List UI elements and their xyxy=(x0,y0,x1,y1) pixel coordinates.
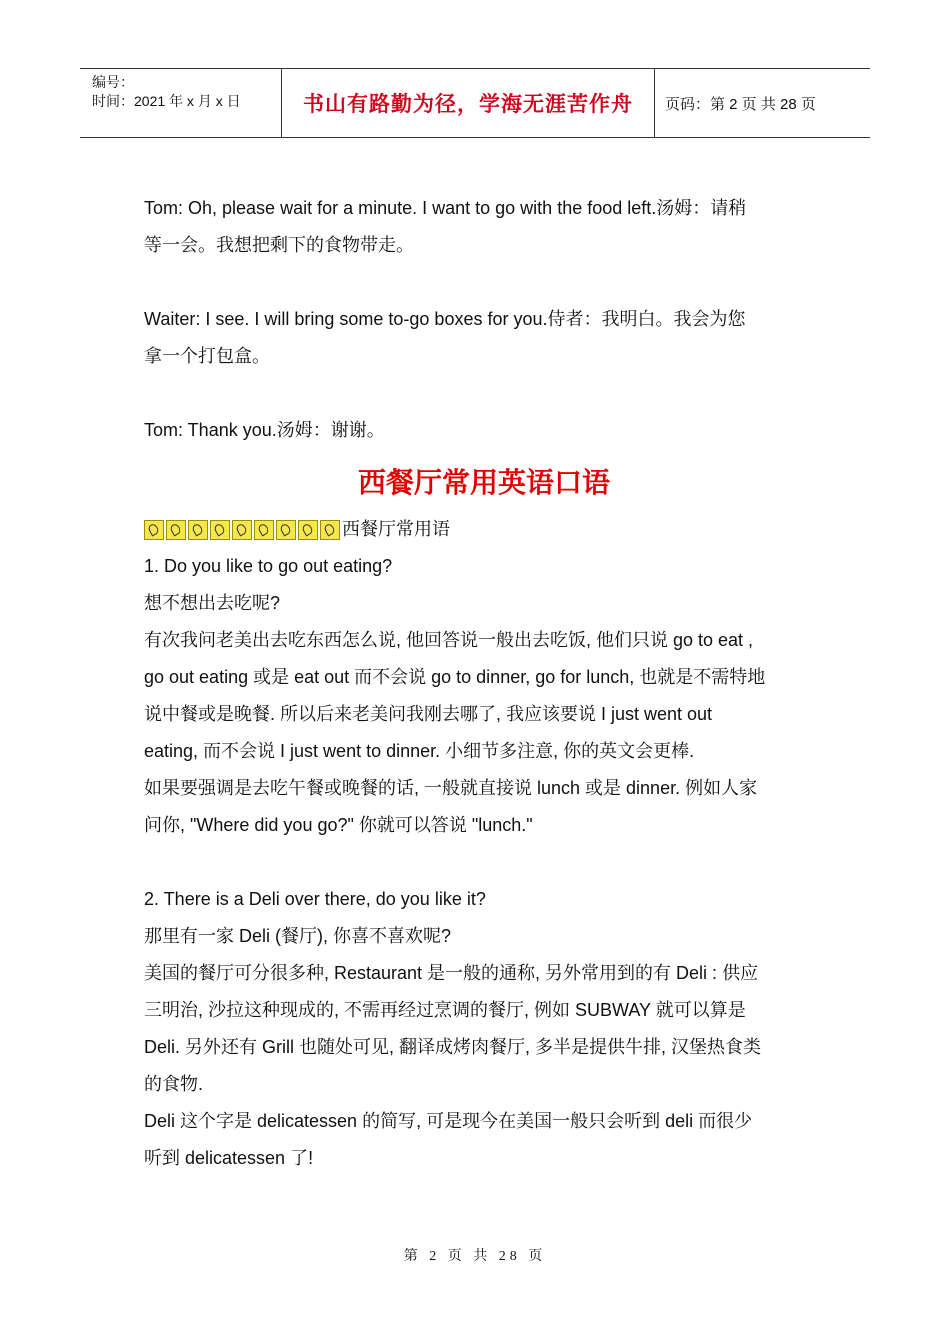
item1-body-line: 有次我问老美出去吃东西怎么说, 他回答说一般出去吃饭, 他们只说 go to eat , xyxy=(144,630,754,650)
dialogue-line: Waiter: I see. I will bring some to-go boxes for you.侍者：我明白。我会为您 xyxy=(144,309,746,329)
header-meta xyxy=(80,69,282,137)
item2-heading: 2. There is a Deli over there, do you like it? xyxy=(144,889,486,909)
bell-icon xyxy=(232,520,252,540)
bell-icon xyxy=(210,520,230,540)
bell-icon xyxy=(188,520,208,540)
item1-heading: 1. Do you like to go out eating? xyxy=(144,556,393,576)
dialogue-line: Tom: Oh, please wait for a minute. I want to go with the food left.汤姆：请稍 xyxy=(144,198,747,218)
page-header xyxy=(80,68,870,138)
item1-body-line: 如果要强调是去吃午餐或晚餐的话, 一般就直接说 lunch 或是 dinner. 例如人家 xyxy=(144,778,758,798)
document-body xyxy=(144,190,824,1177)
dialogue-line: 等一会。我想把剩下的食物带走。 xyxy=(144,235,414,255)
bell-icon xyxy=(254,520,274,540)
item1-body-line: 问你, "Where did you go?" 你就可以答说 "lunch." xyxy=(144,815,533,835)
item2-body-line: 美国的餐厅可分很多种, Restaurant 是一般的通称, 另外常用到的有 Deli : 供应 xyxy=(144,963,759,983)
item2-body-line: Deli. 另外还有 Grill 也随处可见, 翻译成烤肉餐厅, 多半是提供牛排, 汉堡热食类 xyxy=(144,1037,762,1057)
item1-body-line: go out eating 或是 eat out 而不会说 go to dinner, go for lunch, 也就是不需特地 xyxy=(144,667,766,687)
section-title: 西餐厅常用英语口语 xyxy=(357,466,610,499)
dialogue-line: Tom: Thank you.汤姆：谢谢。 xyxy=(144,420,385,440)
bell-icon xyxy=(144,520,164,540)
header-page-info: 页码：第 2 页 共 28 页 xyxy=(665,95,816,113)
item1-body-line: eating, 而不会说 I just went to dinner. 小细节多注意, 你的英文会更棒. xyxy=(144,741,695,761)
bell-icon xyxy=(276,520,296,540)
bell-icon xyxy=(166,520,186,540)
item1-translation: 想不想出去吃呢? xyxy=(144,593,281,613)
icon-strip xyxy=(144,511,342,548)
subtitle-row xyxy=(144,511,824,548)
item2-body-line: 三明治, 沙拉这种现成的, 不需再经过烹调的餐厅, 例如 SUBWAY 就可以算是 xyxy=(144,1000,746,1020)
item1-body-line: 说中餐或是晚餐. 所以后来老美问我刚去哪了, 我应该要说 I just went out xyxy=(144,704,713,724)
page-footer: 第 2 页 共 28 页 xyxy=(403,1249,547,1264)
header-motto: 书山有路勤为径，学海无涯苦作舟 xyxy=(282,69,655,137)
bell-icon xyxy=(320,520,340,540)
item2-translation: 那里有一家 Deli (餐厅), 你喜不喜欢呢? xyxy=(144,926,452,946)
dialogue-line: 拿一个打包盒。 xyxy=(144,346,270,366)
number-label: 编号： xyxy=(92,74,134,90)
time-label: 时间：2021 年 x 月 x 日 xyxy=(92,93,241,109)
bell-icon xyxy=(298,520,318,540)
item2-body-line: 的食物. xyxy=(144,1074,204,1094)
section-subtitle: 西餐厅常用语 xyxy=(342,519,450,539)
item2-body-line: Deli 这个字是 delicatessen 的简写, 可是现今在美国一般只会听到 deli 而很少 xyxy=(144,1111,753,1131)
item2-body-line: 听到 delicatessen 了! xyxy=(144,1148,314,1168)
